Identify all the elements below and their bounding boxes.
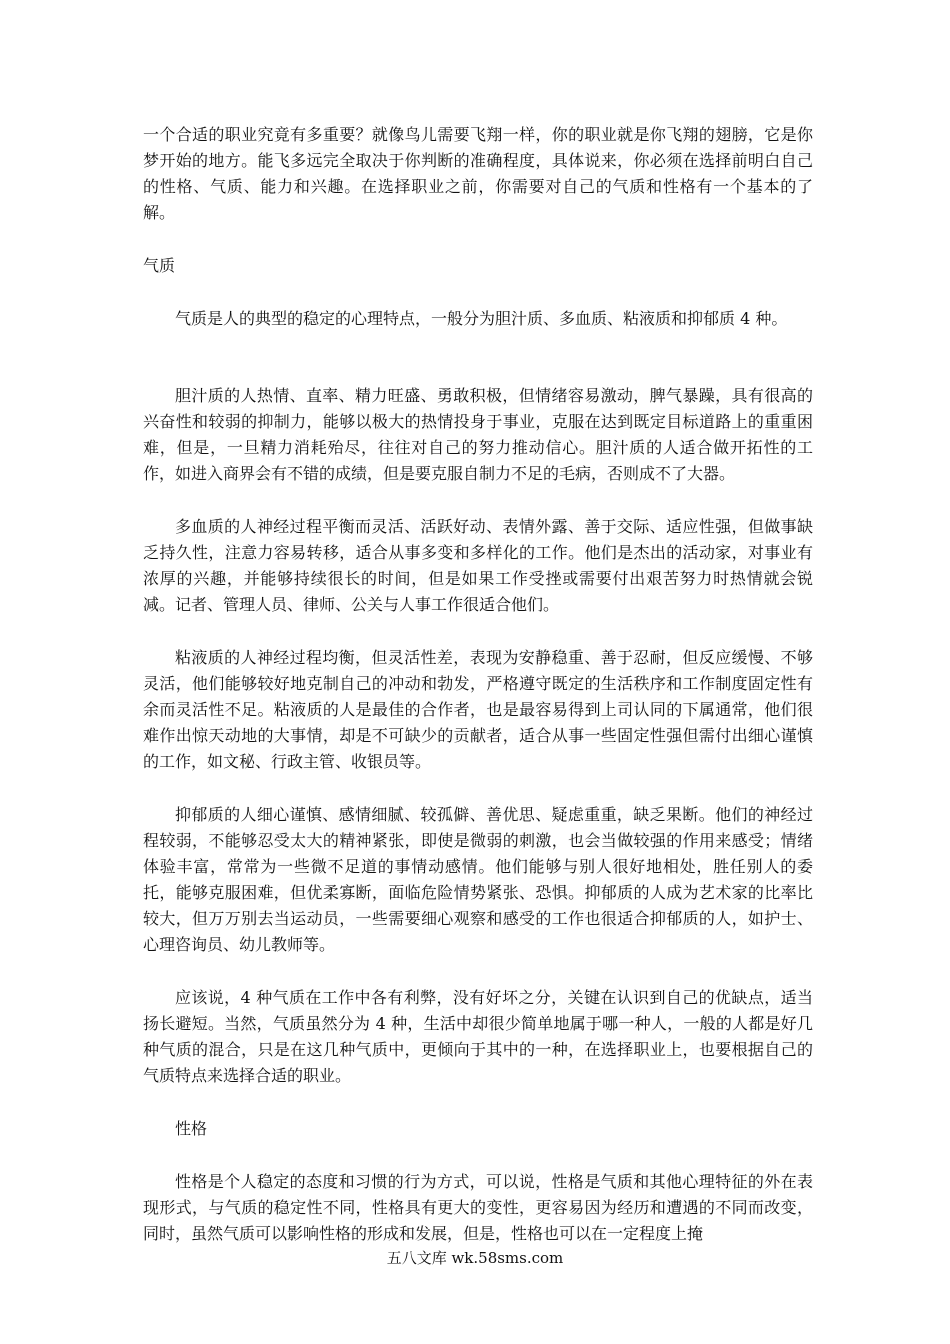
document-body <box>143 122 813 1247</box>
personality-paragraph: 性格是个人稳定的态度和习惯的行为方式，可以说，性格是气质和其他心理特征的外在表现形式，与气质的稳定性不同，性格具有更大的变性，更容易因为经历和遭遇的不同而改变，同时，虽然气质可以影响性格的形成和发展，但是，性格也可以在一定程度上掩 <box>143 1172 813 1243</box>
intro-paragraph: 一个合适的职业究竟有多重要？就像鸟儿需要飞翔一样，你的职业就是你飞翔的翅膀，它是你梦开始的地方。能飞多远完全取决于你判断的准确程度，具体说来，你必须在选择前明白自己的性格、气质、能力和兴趣。在选择职业之前，你需要对自己的气质和性格有一个基本的了解。 <box>143 125 813 222</box>
temperament-intro-paragraph: 气质是人的典型的稳定的心理特点，一般分为胆汁质、多血质、粘液质和抑郁质 4 种。 <box>175 309 788 328</box>
phlegmatic-paragraph: 粘液质的人神经过程均衡，但灵活性差，表现为安静稳重、善于忍耐，但反应缓慢、不够灵活，他们能够较好地克制自己的冲动和勃发，严格遵守既定的生活秩序和工作制度固定性有余而灵活性不足。粘液质的人是最佳的合作者，也是最容易得到上司认同的下属通常，他们很难作出惊天动地的大事情，却是不可缺少的贡献者，适合从事一些固定性强但需付出细心谨慎的工作，如文秘、行政主管、收银员等。 <box>143 648 813 771</box>
sanguine-paragraph: 多血质的人神经过程平衡而灵活、活跃好动、表情外露、善于交际、适应性强，但做事缺乏持久性，注意力容易转移，适合从事多变和多样化的工作。他们是杰出的活动家，对事业有浓厚的兴趣，并能够持续很长的时间，但是如果工作受挫或需要付出艰苦努力时热情就会锐减。记者、管理人员、律师、公关与人事工作很适合他们。 <box>143 517 813 614</box>
section-heading-personality: 性格 <box>175 1119 208 1138</box>
page-footer: 五八文库 wk.58sms.com <box>386 1249 564 1267</box>
choleric-paragraph: 胆汁质的人热情、直率、精力旺盛、勇敢积极，但情绪容易激动，脾气暴躁，具有很高的兴奋性和较弱的抑制力，能够以极大的热情投身于事业，克服在达到既定目标道路上的重重困难，但是，一旦精力消耗殆尽，往往对自己的努力推动信心。胆汁质的人适合做开拓性的工作，如进入商界会有不错的成绩，但是要克服自制力不足的毛病，否则成不了大器。 <box>143 386 813 483</box>
summary-paragraph: 应该说，4 种气质在工作中各有利弊，没有好坏之分，关键在认识到自己的优缺点，适当扬长避短。当然，气质虽然分为 4 种，生活中却很少简单地属于哪一种人，一般的人都是好几种气质的混合，只是在这几种气质中，更倾向于其中的一种，在选择职业上，也要根据自己的气质特点来选择合适的职业。 <box>143 988 813 1085</box>
melancholic-paragraph: 抑郁质的人细心谨慎、感情细腻、较孤僻、善优思、疑虑重重，缺乏果断。他们的神经过程较弱，不能够忍受太大的精神紧张，即使是微弱的刺激，也会当做较强的作用来感受；情绪体验丰富，常常为一些微不足道的事情动感情。他们能够与别人很好地相处，胜任别人的委托，能够克服困难，但优柔寡断，面临危险情势紧张、恐惧。抑郁质的人成为艺术家的比率比较大，但万万别去当运动员，一些需要细心观察和感受的工作也很适合抑郁质的人，如护士、心理咨询员、幼儿教师等。 <box>143 805 813 954</box>
section-heading-temperament: 气质 <box>143 256 176 275</box>
